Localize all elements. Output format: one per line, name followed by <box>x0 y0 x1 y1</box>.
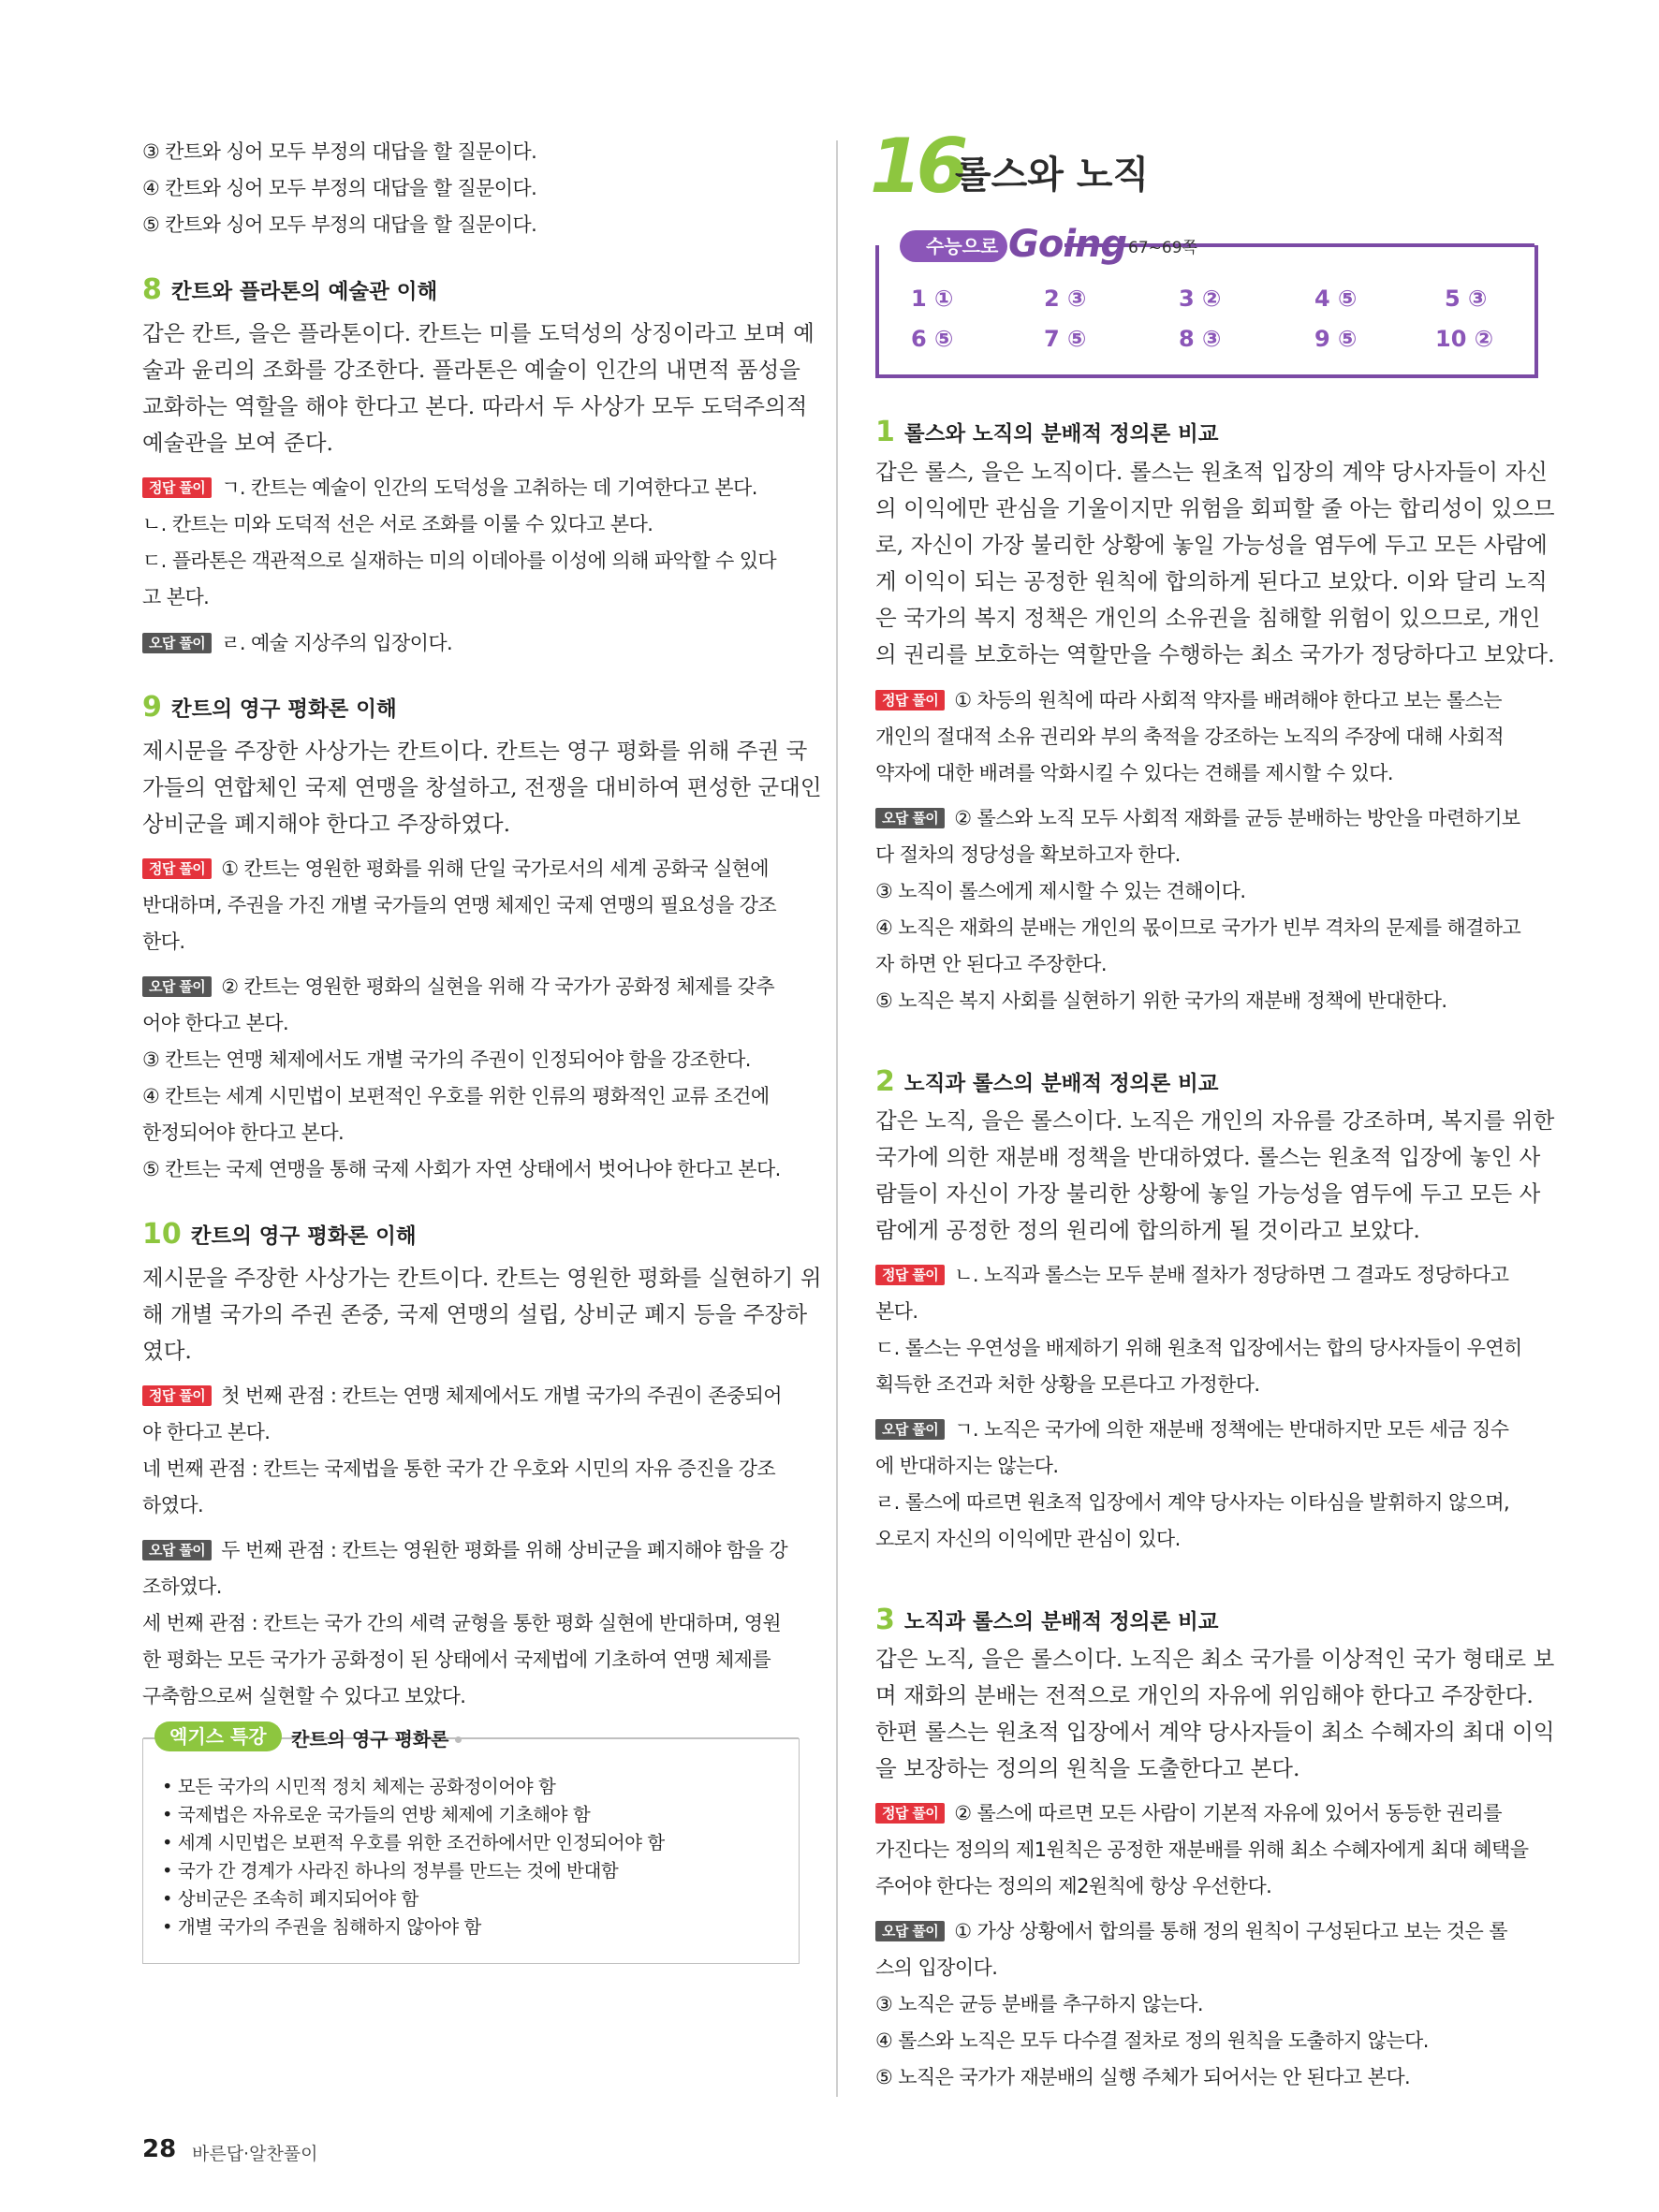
question-number: 9 <box>142 691 162 724</box>
extra-lecture-tag: 엑기스 특강 <box>154 1721 282 1751</box>
extra-title-text: 칸트의 영구 평화론 <box>291 1728 449 1751</box>
q3-wrong-line <box>875 1917 1507 1945</box>
wrong-answer-badge: 오답 풀이 <box>875 1921 945 1941</box>
q10-wrong-line <box>142 1536 787 1564</box>
q2-wrong-line: ㄹ. 롤스에 따르면 원초적 입장에서 계약 당사자는 이타심을 발휘하지 않으며, <box>875 1491 1510 1514</box>
q3-wrong-line: ⑤ 노직은 국가가 재분배의 실행 주체가 되어서는 안 된다고 본다. <box>875 2066 1411 2088</box>
correct-text: ㄴ. 노직과 롤스는 모두 분배 절차가 정당하면 그 결과도 정당하다고 <box>954 1264 1509 1286</box>
question-9-heading <box>142 691 397 724</box>
q1-body-line: 의 이익에만 관심을 기울이지만 위험을 회피할 줄 아는 합리성이 있으므 <box>875 495 1555 521</box>
q1-body-line: 의 권리를 보호하는 역할만을 수행하는 최소 국가가 정당하다고 보았다. <box>875 641 1555 667</box>
q9-wrong-line <box>142 973 774 1001</box>
q1-body-line: 은 국가의 복지 정책은 개인의 소유권을 침해할 위험이 있으므로, 개인 <box>875 605 1541 631</box>
footer-book-title: 바른답·알찬풀이 <box>192 2144 318 2164</box>
question-number: 10 <box>142 1218 182 1251</box>
q2-correct-line: 획득한 조건과 처한 상황을 모른다고 가정한다. <box>875 1373 1260 1396</box>
q10-body-line: 제시문을 주장한 사상가는 칸트이다. 칸트는 영원한 평화를 실현하기 위 <box>142 1265 822 1291</box>
q10-correct-line: 네 번째 관점 : 칸트는 국제법을 통한 국가 간 우호와 시민의 자유 증진을 강조 <box>142 1458 776 1480</box>
going-logo-pill: 수능으로 <box>900 230 1007 262</box>
q10-wrong-line: 조하였다. <box>142 1575 222 1598</box>
q10-correct-line: 야 한다고 본다. <box>142 1421 271 1443</box>
question-number: 8 <box>142 273 162 306</box>
q9-body-line: 상비군을 폐지해야 한다고 주장하였다. <box>142 811 511 837</box>
going-page-range: 67~69쪽 <box>1128 239 1197 257</box>
q2-wrong-line: 오로지 자신의 이익에만 관심이 있다. <box>875 1528 1181 1550</box>
answer-item: 7 ⑤ <box>1044 326 1087 352</box>
question-title: 칸트의 영구 평화론 이해 <box>170 697 397 722</box>
q10-body-line: 해 개별 국가의 주권 존중, 국제 연맹의 설립, 상비군 폐지 등을 주장하 <box>142 1301 808 1327</box>
page-number: 28 <box>142 2135 177 2163</box>
q10-correct-line: 하였다. <box>142 1494 204 1516</box>
going-answer-box <box>875 223 1538 378</box>
q8-body-line: 술과 윤리의 조화를 강조한다. 플라톤은 예술이 인간의 내면적 품성을 <box>142 357 800 383</box>
answer-item: 2 ③ <box>1044 286 1087 312</box>
q2-correct-line <box>875 1261 1508 1289</box>
extra-list-item: • 국가 간 경계가 사라진 하나의 정부를 만드는 것에 반대함 <box>162 1860 619 1882</box>
q1-correct-line: 개인의 절대적 소유 권리와 부의 축적을 강조하는 노직의 주장에 대해 사회적 <box>875 725 1505 748</box>
q8-correct-line: ㄴ. 칸트는 미와 도덕적 선은 서로 조화를 이룰 수 있다고 본다. <box>142 513 653 535</box>
extra-list-item: • 모든 국가의 시민적 정치 체제는 공화정이어야 함 <box>162 1776 556 1797</box>
question-3-heading <box>875 1604 1219 1636</box>
q10-correct-line <box>142 1382 782 1410</box>
wrong-text: ㄹ. 예술 지상주의 입장이다. <box>221 632 453 654</box>
column-divider <box>836 140 838 2097</box>
correct-text: ② 롤스에 따르면 모든 사람이 기본적 자유에 있어서 동등한 권리를 <box>954 1802 1502 1824</box>
extra-lecture-box <box>142 1725 800 1964</box>
correct-answer-badge: 정답 풀이 <box>875 1803 945 1824</box>
q9-body-line: 가들의 연합체인 국제 연맹을 창설하고, 전쟁을 대비하여 편성한 군대인 <box>142 774 822 800</box>
wrong-text: ② 칸트는 영원한 평화의 실현을 위해 각 국가가 공화정 체제를 갖추 <box>221 975 775 998</box>
question-title: 칸트의 영구 평화론 이해 <box>190 1224 417 1249</box>
correct-answer-badge: 정답 풀이 <box>142 477 212 498</box>
prev-item: ③ 칸트와 싱어 모두 부정의 대답을 할 질문이다. <box>142 140 537 163</box>
prev-item: ⑤ 칸트와 싱어 모두 부정의 대답을 할 질문이다. <box>142 213 537 236</box>
question-number: 2 <box>875 1065 895 1098</box>
q8-wrong-line <box>142 629 452 657</box>
q2-body-line: 람들이 자신이 가장 불리한 상황에 놓일 가능성을 염두에 두고 모든 사 <box>875 1180 1541 1207</box>
correct-text: 첫 번째 관점 : 칸트는 연맹 체제에서도 개별 국가의 주권이 존중되어 <box>221 1384 782 1407</box>
answer-item: 10 ② <box>1435 326 1494 352</box>
q3-wrong-line: ③ 노직은 균등 분배를 추구하지 않는다. <box>875 1993 1203 2015</box>
q9-wrong-line: 어야 한다고 본다. <box>142 1012 289 1034</box>
q8-correct-line <box>142 474 757 502</box>
q3-correct-line: 가진다는 정의의 제1원칙은 공정한 재분배를 위해 최소 수혜자에게 최대 혜택을 <box>875 1838 1529 1861</box>
correct-answer-badge: 정답 풀이 <box>875 690 945 710</box>
question-8-heading <box>142 273 437 306</box>
q8-correct-line: ㄷ. 플라톤은 객관적으로 실재하는 미의 이데아를 이성에 의해 파악할 수 있다 <box>142 549 777 572</box>
q2-wrong-line <box>875 1415 1508 1443</box>
q9-body-line: 제시문을 주장한 사상가는 칸트이다. 칸트는 영구 평화를 위해 주권 국 <box>142 738 808 764</box>
extra-lecture-title <box>291 1724 462 1751</box>
correct-text: ① 차등의 원칙에 따라 사회적 약자를 배려해야 한다고 보는 롤스는 <box>954 689 1502 711</box>
q9-wrong-line: ④ 칸트는 세계 시민법이 보편적인 우호를 위한 인류의 평화적인 교류 조건에 <box>142 1085 770 1107</box>
wrong-answer-badge: 오답 풀이 <box>142 1540 212 1560</box>
q9-wrong-line: ⑤ 칸트는 국제 연맹을 통해 국제 사회가 자연 상태에서 벗어나야 한다고 본다. <box>142 1158 781 1180</box>
wrong-text: 두 번째 관점 : 칸트는 영원한 평화를 위해 상비군을 폐지해야 함을 강 <box>221 1539 788 1561</box>
q1-wrong-line: ④ 노직은 재화의 분배는 개인의 몫이므로 국가가 빈부 격차의 문제를 해결하고 <box>875 916 1521 939</box>
q8-correct-line: 고 본다. <box>142 586 210 608</box>
q8-body-line: 교화하는 역할을 해야 한다고 본다. 따라서 두 사상가 모두 도덕주의적 <box>142 393 808 419</box>
q10-body-line: 였다. <box>142 1338 192 1364</box>
answer-item: 9 ⑤ <box>1314 326 1358 352</box>
q3-correct-line <box>875 1799 1502 1827</box>
q1-wrong-line: 자 하면 안 된다고 주장한다. <box>875 953 1107 975</box>
q3-body-line: 며 재화의 분배는 전적으로 개인의 자유에 위임해야 한다고 주장한다. <box>875 1682 1534 1708</box>
wrong-text: ② 롤스와 노직 모두 사회적 재화를 균등 분배하는 방안을 마련하기보 <box>954 807 1520 829</box>
wrong-answer-badge: 오답 풀이 <box>142 633 212 653</box>
extra-list-item: • 개별 국가의 주권을 침해하지 않아야 함 <box>162 1916 481 1938</box>
q3-body-line: 한편 롤스는 원초적 입장에서 계약 당사자들이 최소 수혜자의 최대 이익 <box>875 1719 1555 1745</box>
q2-correct-line: ㄷ. 롤스는 우연성을 배제하기 위해 원초적 입장에서는 합의 당사자들이 우연히 <box>875 1337 1522 1359</box>
q10-wrong-line: 한 평화는 모든 국가가 공화정이 된 상태에서 국제법에 기초하여 연맹 체제를 <box>142 1648 771 1671</box>
extra-list-item: • 국제법은 자유로운 국가들의 연방 체제에 기초해야 함 <box>162 1804 591 1825</box>
wrong-text: ㄱ. 노직은 국가에 의한 재분배 정책에는 반대하지만 모든 세금 징수 <box>954 1418 1509 1441</box>
question-number: 3 <box>875 1604 895 1636</box>
answer-item: 6 ⑤ <box>911 326 954 352</box>
q1-correct-line <box>875 686 1502 714</box>
extra-list-item: • 상비군은 조속히 폐지되어야 함 <box>162 1888 418 1910</box>
q1-body-line: 로, 자신이 가장 불리한 상황에 놓일 가능성을 염두에 두고 모든 사람에 <box>875 532 1548 558</box>
correct-answer-badge: 정답 풀이 <box>142 858 212 879</box>
answer-item: 4 ⑤ <box>1314 286 1358 312</box>
question-1-heading <box>875 416 1219 448</box>
section-title: 롤스와 노직 <box>955 154 1150 197</box>
question-number: 1 <box>875 416 895 448</box>
question-2-heading <box>875 1065 1219 1098</box>
q1-body-line: 게 이익이 되는 공정한 원칙에 합의하게 된다고 보았다. 이와 달리 노직 <box>875 568 1548 594</box>
prev-item: ④ 칸트와 싱어 모두 부정의 대답을 할 질문이다. <box>142 177 537 199</box>
wrong-answer-badge: 오답 풀이 <box>142 976 212 997</box>
q3-body-line: 을 보장하는 정의의 원칙을 도출한다고 본다. <box>875 1755 1300 1781</box>
q1-wrong-line: ⑤ 노직은 복지 사회를 실현하기 위한 국가의 재분배 정책에 반대한다. <box>875 989 1447 1012</box>
q9-correct-line: 한다. <box>142 930 185 953</box>
wrong-answer-badge: 오답 풀이 <box>875 1419 945 1440</box>
correct-text: ㄱ. 칸트는 예술이 인간의 도덕성을 고취하는 데 기여한다고 본다. <box>221 476 757 499</box>
wrong-text: ① 가상 상황에서 합의를 통해 정의 원칙이 구성된다고 보는 것은 롤 <box>954 1920 1508 1942</box>
q3-wrong-line: 스의 입장이다. <box>875 1956 998 1979</box>
question-10-heading <box>142 1218 417 1251</box>
question-title: 노직과 롤스의 분배적 정의론 비교 <box>903 1072 1219 1096</box>
q2-body-line: 갑은 노직, 을은 롤스이다. 노직은 개인의 자유를 강조하며, 복지를 위한 <box>875 1107 1555 1134</box>
q9-correct-line <box>142 855 769 883</box>
wrong-answer-badge: 오답 풀이 <box>875 808 945 828</box>
q3-correct-line: 주어야 한다는 정의의 제2원칙에 항상 우선한다. <box>875 1875 1272 1897</box>
question-title: 노직과 롤스의 분배적 정의론 비교 <box>903 1610 1219 1634</box>
section-number: 16 <box>870 123 963 210</box>
answer-item: 8 ③ <box>1179 326 1222 352</box>
question-title: 칸트와 플라톤의 예술관 이해 <box>170 280 438 304</box>
q10-wrong-line: 구축함으로써 실현할 수 있다고 보았다. <box>142 1685 466 1707</box>
q1-correct-line: 약자에 대한 배려를 악화시킬 수 있다는 견해를 제시할 수 있다. <box>875 762 1393 784</box>
q9-wrong-line: 한정되어야 한다고 본다. <box>142 1121 345 1144</box>
q1-wrong-line: ③ 노직이 롤스에게 제시할 수 있는 견해이다. <box>875 880 1246 902</box>
answer-item: 5 ③ <box>1445 286 1488 312</box>
correct-answer-badge: 정답 풀이 <box>875 1265 945 1285</box>
q1-body-line: 갑은 롤스, 을은 노직이다. 롤스는 원초적 입장의 계약 당사자들이 자신 <box>875 459 1548 485</box>
q2-correct-line: 본다. <box>875 1300 918 1323</box>
bullet-dot-icon <box>455 1736 462 1743</box>
q1-wrong-line <box>875 804 1520 832</box>
going-logo-word: Going <box>1008 223 1127 266</box>
answer-item: 3 ② <box>1179 286 1222 312</box>
q2-body-line: 국가에 의한 재분배 정책을 반대하였다. 롤스는 원초적 입장에 놓인 사 <box>875 1144 1541 1170</box>
correct-text: ① 칸트는 영원한 평화를 위해 단일 국가로서의 세계 공화국 실현에 <box>221 857 769 880</box>
q9-correct-line: 반대하며, 주권을 가진 개별 국가들의 연맹 체제인 국제 연맹의 필요성을 강조 <box>142 894 777 916</box>
q8-body-line: 갑은 칸트, 을은 플라톤이다. 칸트는 미를 도덕성의 상징이라고 보며 예 <box>142 320 815 346</box>
q8-body-line: 예술관을 보여 준다. <box>142 430 334 456</box>
answer-item: 1 ① <box>911 286 954 312</box>
correct-answer-badge: 정답 풀이 <box>142 1385 212 1406</box>
q10-wrong-line: 세 번째 관점 : 칸트는 국가 간의 세력 균형을 통한 평화 실현에 반대하며, 영원 <box>142 1612 782 1634</box>
q3-wrong-line: ④ 롤스와 노직은 모두 다수결 절차로 정의 원칙을 도출하지 않는다. <box>875 2029 1429 2052</box>
q2-wrong-line: 에 반대하지는 않는다. <box>875 1455 1059 1477</box>
q1-wrong-line: 다 절차의 정당성을 확보하고자 한다. <box>875 843 1181 866</box>
question-title: 롤스와 노직의 분배적 정의론 비교 <box>903 422 1219 447</box>
q9-wrong-line: ③ 칸트는 연맹 체제에서도 개별 국가의 주권이 인정되어야 함을 강조한다. <box>142 1048 751 1071</box>
extra-list-item: • 세계 시민법은 보편적 우호를 위한 조건하에서만 인정되어야 함 <box>162 1832 665 1853</box>
q3-body-line: 갑은 노직, 을은 롤스이다. 노직은 최소 국가를 이상적인 국가 형태로 보 <box>875 1646 1555 1672</box>
q2-body-line: 람에게 공정한 정의 원리에 합의하게 될 것이라고 보았다. <box>875 1217 1420 1243</box>
